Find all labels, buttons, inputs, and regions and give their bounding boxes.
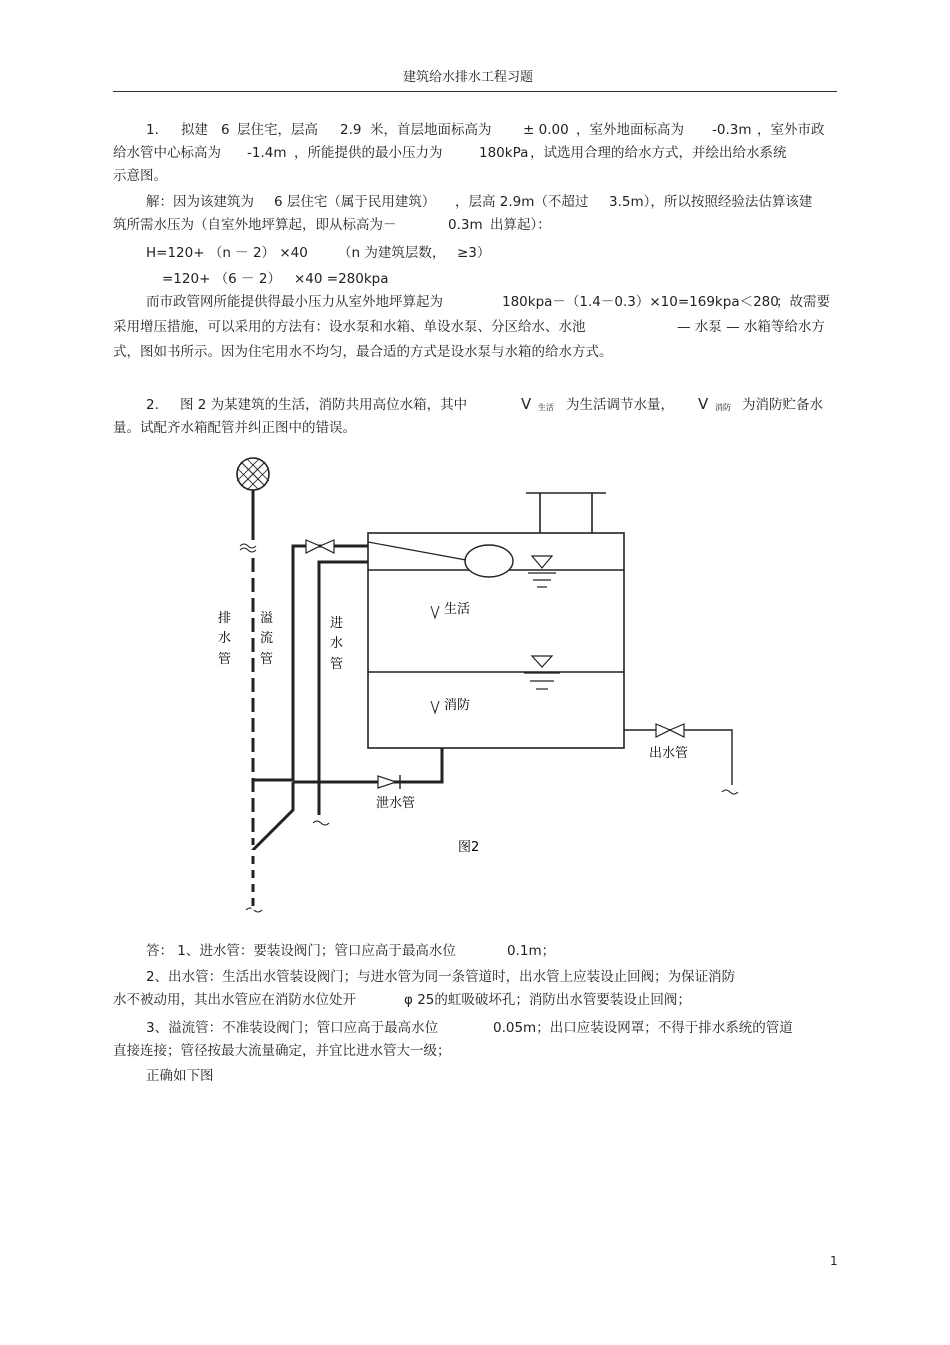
answer-text: 正确如下图 (146, 1068, 214, 1084)
q1-solution: 出算起）： (490, 217, 551, 233)
q1-solution: 采用增压措施，可以采用的方法有：设水泵和水箱、单设水泵、分区给水、水池 (113, 319, 586, 335)
q1-text: 180kPa (479, 145, 529, 161)
figure-2-diagram (0, 440, 950, 940)
q1-text: ，试选用合理的给水方式，并绘出给水系统 (530, 145, 787, 161)
q1-text: ，室外地面标高为 (576, 122, 684, 138)
overflow-pipe-label: 溢 (260, 611, 274, 626)
q1-solution: 解：因为该建筑为 (146, 194, 254, 210)
q1-text: -0.3m (712, 122, 752, 138)
q1-text: 米，首层地面标高为 (370, 122, 492, 138)
q2-text: 为生活调节水量， (566, 397, 674, 413)
drain-pipe-label: 管 (218, 652, 232, 667)
q1-solution: ，层高 2.9m（不超过 (455, 194, 589, 210)
q2-text: 为消防贮备水 (742, 397, 823, 413)
page-header-title: 建筑给水排水工程习题 (403, 70, 534, 85)
q2-text: 图 2 为某建筑的生活，消防共用高位水箱，其中 (180, 397, 468, 413)
inlet-pipe-label: 水 (330, 636, 344, 651)
formula: ≥3） (457, 245, 491, 261)
q2-subscript: 生活 (538, 403, 554, 412)
water-tank (368, 493, 624, 748)
formula: （n 为建筑层数， (338, 245, 446, 261)
q1-text: 拟建 (181, 122, 208, 138)
q1-text: 6 (221, 122, 230, 138)
q1-solution: 筑所需水压为（自室外地坪算起，即从标高为－ (113, 217, 397, 233)
q1-text: ± 0.00 (523, 122, 569, 138)
q1-solution: 6 层住宅（属于民用建筑） (274, 194, 436, 210)
q1-text: 1. (146, 122, 159, 138)
drain-pipe (237, 458, 269, 912)
q2-text: 量。试配齐水箱配管并纠正图中的错误。 (113, 420, 356, 436)
figure-caption: 图2 (458, 840, 480, 855)
answer-text: 3、溢流管：不准装设阀门；管口应高于最高水位 (146, 1020, 439, 1036)
inlet-pipe-label: 进 (330, 616, 344, 631)
formula: ×40 =280kpa (294, 271, 389, 287)
answer-text: 0.05m；出口应装设网罩；不得于排水系统的管道 (493, 1020, 793, 1036)
q2-text: V (521, 395, 532, 413)
overflow-pipe-label: 流 (260, 631, 274, 646)
answer-text: 水不被动用，其出水管应在消防水位处开 (113, 992, 356, 1008)
q1-solution: 0.3m (448, 217, 483, 233)
page-number: 1 (830, 1254, 838, 1268)
v-fire-label: 消防 (444, 698, 471, 713)
q1-solution: — 水泵 — 水箱等给水方 (677, 319, 825, 335)
q1-text: 层住宅，层高 (237, 122, 318, 138)
q1-text: -1.4m (247, 145, 287, 161)
formula: =120+ （6 － 2） (162, 271, 281, 287)
header-rule (113, 91, 837, 92)
q1-text: ，室外市政 (757, 122, 825, 138)
q2-text: V (698, 395, 709, 413)
q1-solution: 式，图如书所示。因为住宅用水不均匀，最合适的方式是设水泵与水箱的给水方式。 (113, 344, 613, 360)
answer-text: 0.1m； (507, 943, 556, 959)
answer-text: 答： 1、进水管：要装设阀门；管口应高于最高水位 (146, 943, 456, 959)
q1-solution: ；故需要 (776, 294, 830, 310)
drainage-pipe-label: 泄水管 (376, 796, 416, 811)
answer-text: φ 25的虹吸破坏孔；消防出水管要装设止回阀； (404, 992, 691, 1008)
q1-text: 给水管中心标高为 (113, 145, 221, 161)
outlet-pipe-label: 出水管 (649, 746, 689, 761)
q1-text: 2.9 (340, 122, 362, 138)
v-domestic-label: 生活 (444, 602, 471, 617)
drain-pipe-label: 排 (218, 611, 232, 626)
q2-text: 2. (146, 397, 159, 413)
inlet-pipe-label: 管 (330, 657, 344, 672)
q1-solution: 而市政管网所能提供得最小压力从室外地坪算起为 (146, 294, 443, 310)
q1-text: ，所能提供的最小压力为 (294, 145, 443, 161)
q2-subscript: 消防 (715, 403, 731, 412)
drain-pipe-label: 水 (218, 631, 232, 646)
q1-solution: 180kpa－（1.4－0.3）×10=169kpa＜280 (502, 294, 779, 310)
q1-text: 示意图。 (113, 168, 167, 184)
answer-text: 直接连接；管径按最大流量确定，并宜比进水管大一级； (113, 1043, 451, 1059)
q1-solution: 3.5m），所以按照经验法估算该建 (609, 194, 813, 210)
answer-text: 2、出水管：生活出水管装设阀门；与进水管为同一条管道时，出水管上应装设止回阀；为保证消防 (146, 969, 736, 985)
drainage-pipe (253, 748, 442, 910)
formula: H=120+ （n － 2） ×40 (146, 245, 308, 261)
overflow-pipe-label: 管 (260, 652, 274, 667)
